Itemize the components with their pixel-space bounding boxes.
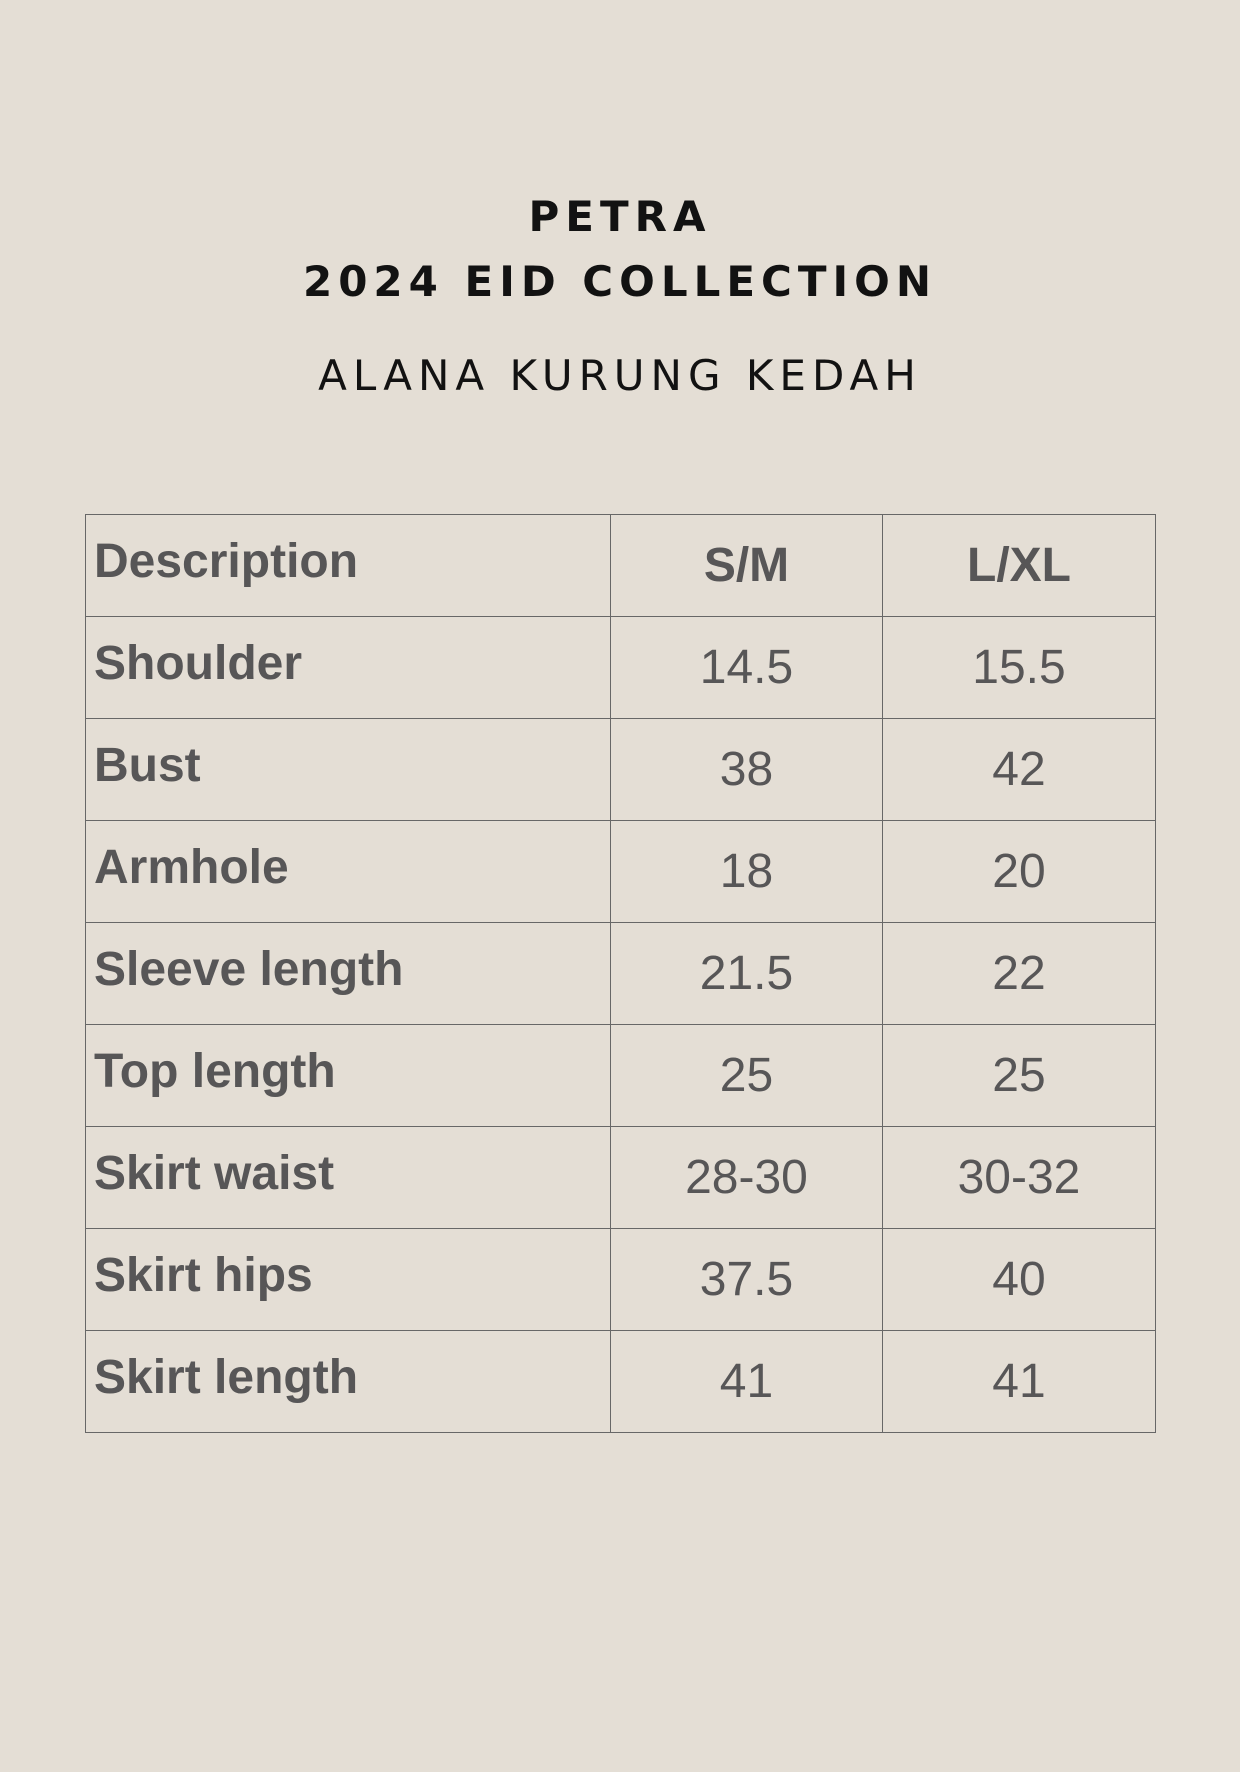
table-header-row [86, 515, 1156, 617]
table-row [86, 821, 1156, 923]
sm-value: 21.5 [611, 923, 883, 1025]
sm-value: 18 [611, 821, 883, 923]
product-title: ALANA KURUNG KEDAH [318, 351, 922, 400]
row-label: Skirt hips [86, 1225, 611, 1327]
sm-value: 38 [611, 719, 883, 821]
table-row [86, 719, 1156, 821]
size-chart-table [85, 514, 1156, 1433]
row-label: Skirt waist [86, 1123, 611, 1225]
sm-value: 41 [611, 1331, 883, 1433]
row-label: Skirt length [86, 1327, 611, 1429]
row-label: Shoulder [86, 613, 611, 715]
row-label: Armhole [86, 817, 611, 919]
sm-value: 25 [611, 1025, 883, 1127]
row-label: Top length [86, 1021, 611, 1123]
brand-title: PETRA [528, 192, 712, 241]
table-row [86, 617, 1156, 719]
table-row [86, 1127, 1156, 1229]
lxl-value: 42 [883, 719, 1156, 821]
table-row [86, 923, 1156, 1025]
lxl-value: 30-32 [883, 1127, 1156, 1229]
table-row [86, 1229, 1156, 1331]
lxl-value: 20 [883, 821, 1156, 923]
sm-value: 28-30 [611, 1127, 883, 1229]
column-header-description: Description [86, 511, 611, 613]
lxl-value: 41 [883, 1331, 1156, 1433]
table-row [86, 1025, 1156, 1127]
sm-value: 37.5 [611, 1229, 883, 1331]
collection-title: 2024 EID COLLECTION [302, 257, 938, 306]
column-header-lxl: L/XL [883, 515, 1156, 617]
column-header-sm: S/M [611, 515, 883, 617]
row-label: Sleeve length [86, 919, 611, 1021]
row-label: Bust [86, 715, 611, 817]
lxl-value: 15.5 [883, 617, 1156, 719]
table-row [86, 1331, 1156, 1433]
lxl-value: 22 [883, 923, 1156, 1025]
lxl-value: 40 [883, 1229, 1156, 1331]
lxl-value: 25 [883, 1025, 1156, 1127]
sm-value: 14.5 [611, 617, 883, 719]
